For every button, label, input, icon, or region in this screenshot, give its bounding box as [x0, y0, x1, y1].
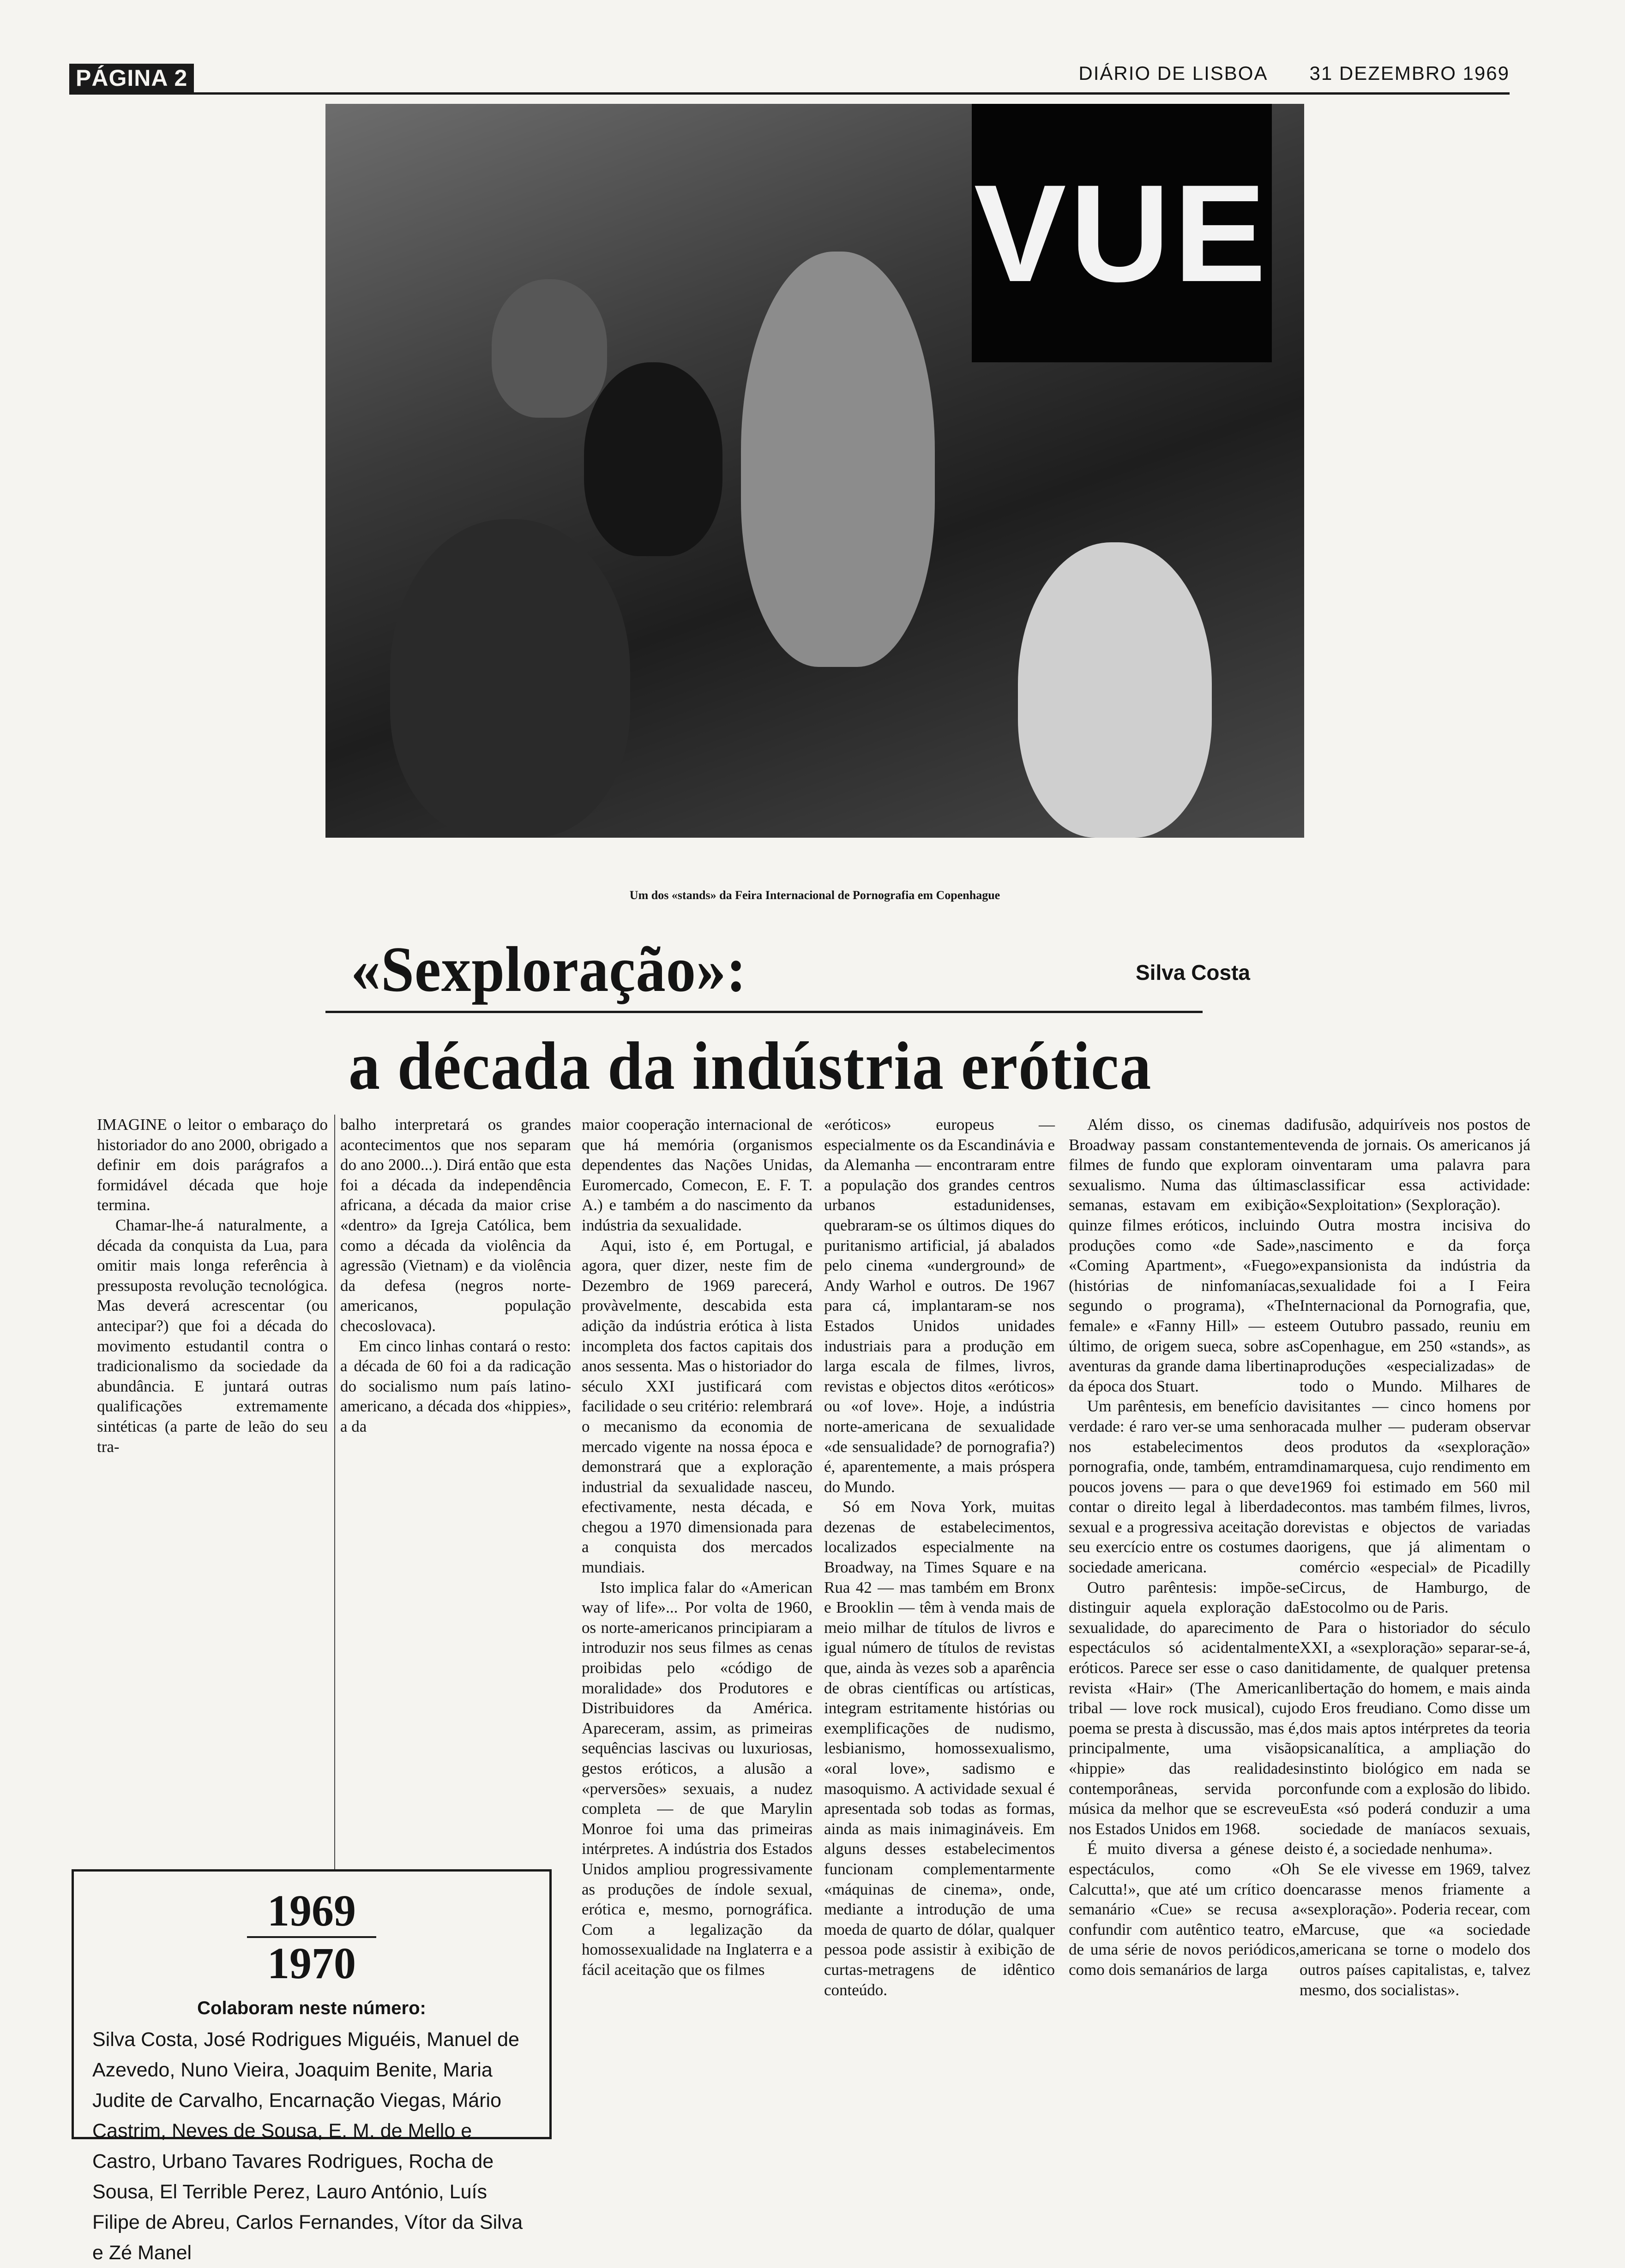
paragraph: Em cinco linhas contará o resto: a década de 60 foi a da radicação do socialismo num país latino-americano, a década dos «hippies», a da — [340, 1337, 571, 1435]
article-author: Silva Costa — [1136, 960, 1250, 984]
article-column-4 — [824, 1115, 1055, 2121]
header-rule — [69, 92, 1510, 95]
contributors-heading: Colaboram neste número: — [197, 1998, 426, 2018]
paragraph: Aqui, isto é, em Portugal, e agora, quer dizer, neste fim de Dezembro de 1969 parecerá, provàvelmente, descabida esta adição da indústria erótica à lista incompleta dos factos capitais dos anos sessenta. Mas o historiador do século XXI justificará com facilidade o seu critério: relembrará o mecanismo da economia de mercado vigente na nossa época e demonstrará que a exploração industrial da sexualidade nasceu, efectivamente, nesta década, e chegou a 1970 dimensionada para a conquista dos mercados mundiais. — [582, 1236, 812, 1577]
article-column-2 — [340, 1115, 571, 1895]
photo-sign: VUE — [972, 104, 1272, 362]
year-start: 1969 — [267, 1886, 356, 1935]
photo-figure — [584, 362, 722, 556]
year-end: 1970 — [267, 1938, 356, 1988]
paragraph: Para o historiador do século XXI, a «sexploração» separar-se-á, nitidamente, de qualquer pretensa libertação do homem, e mais ainda do Eros freudiano. Como disse um dos mais aptos intérpretes da teoria psicanalítica, a ampliação do instinto biológico em nada se confunde com a explosão do libido. Esta «só poderá conduzir a uma sociedade de maníacos sexuais, isto é, a sociedade nenhuma». — [1300, 1618, 1530, 1858]
photo-figure — [1018, 542, 1212, 838]
paragraph: Outro parêntesis: impõe-se distinguir aquela exploração da sexualidade, do aparecimento de espectáculos só acidentalmente eróticos. Parece ser esse o caso da revista «Hair» (The American tribal — love rock musical), cujo poema se presta à discussão, mas é, principalmente, uma visão «hippie» das realidades contemporâneas, servida por música da melhor que se escreveu nos Estados Unidos em 1968. — [1069, 1578, 1300, 1838]
paragraph: Outra mostra incisiva do nascimento e da força expansionista da indústria da sexualidade foi a I Feira Internacional da Pornografia, que, em Outubro passado, reuniu em Copenhague, em 250 «stands», as produções «especializadas» de todo o Mundo. Milhares de visitantes — cinco homens por cada mulher — puderam observar os produtos da «sexploração» dinamarquesa, cujo rendimento em 1969 foi estimado em 560 mil contos. mas também filmes, livros, revistas e objectos de variadas origens, que já alimentam o comércio «especial» de Picadilly Circus, de Hamburgo, de Estocolmo ou de Paris. — [1300, 1216, 1530, 1617]
contributors-list: Silva Costa, José Rodrigues Miguéis, Manuel de Azevedo, Nuno Vieira, Joaquim Benite, Maria Judite de Carvalho, Encarnação Viegas, Mário Castrim, Neves de Sousa, E. M. de Mello e Castro, Urbano Tavares Rodrigues, Rocha de Sousa, El Terrible Perez, Lauro António, Luís Filipe de Abreu, Carlos Fernandes, Vítor da Silva e Zé Manel — [92, 2028, 523, 2264]
newspaper-name: DIÁRIO DE LISBOA — [1078, 62, 1268, 84]
article-column-1 — [97, 1115, 328, 1895]
paragraph: difusão, adquiríveis nos postos de venda de jornais. Os americanos já inventaram uma palavra para classificar essa actividade: «Sexploitation» (Sexploração). — [1300, 1116, 1530, 1214]
paragraph: Um parêntesis, em benefício da verdade: é raro ver-se uma senhora nos estabelecimentos de pornografia, onde, também, entram poucos jovens — para o que deve contar o direito legal à liberdade sexual e a progressiva aceitação do seu exercício entre os costumes da sociedade americana. — [1069, 1397, 1300, 1577]
paragraph: Isto implica falar do «American way of life»... Por volta de 1960, os norte-americanos principiaram a introduzir nos seus filmes as cenas proibidas pelo «código de moralidade» dos Produtores e Distribuidores da América. Apareceram, assim, as primeiras sequências lascivas ou luxuriosas, gestos eróticos, a alusão a «perversões» sexuais, a nudez completa — de que Marylin Monroe foi uma das primeiras intérpretes. A indústria dos Estados Unidos ampliou progressivamente as produções de índole sexual, erótica e, mesmo, pornográfica. Com a legalização da homossexualidade na Inglaterra e a fácil aceitação que os filmes — [582, 1578, 812, 1979]
page-label: PÁGINA 2 — [69, 64, 194, 92]
article-column-6 — [1300, 1115, 1530, 2121]
paragraph: Além disso, os cinemas da Broadway passam constantemente filmes de fundo que exploram o sexualismo. Numa das últimas semanas, estavam em exibição quinze filmes eróticos, incluindo produções como «de Sade», «Coming Apartment», «Fuego» (histórias de ninfomaníacas, segundo o programa), «The female» e «Fanny Hill» — este último, de origem sueca, sobre as aventuras da grande dama libertina da época dos Stuart. — [1069, 1116, 1300, 1395]
article-title: «Sexploração»: — [351, 934, 747, 1005]
column-divider — [334, 1115, 335, 1872]
article-column-5 — [1069, 1115, 1300, 2121]
paragraph: Só em Nova York, muitas dezenas de estabelecimentos, localizados especialmente na Broadway, na Times Square e na Rua 42 — mas também em Bronx e Brooklin — têm à venda mais de meio milhar de títulos de livros e igual número de títulos de revistas que, ainda às vezes sob a aparência de obras científicas ou artísticas, integram estritamente histórias ou exemplificações de nudismo, lesbianismo, homossexualismo, «oral love», sadismo e masoquismo. A actividade sexual é apresentada sob todas as formas, ainda as mais inimagináveis. Em alguns desses estabelecimentos funcionam complementarmente «máquinas de cinema», onde, mediante a introdução de uma moeda de quarto de dólar, qualquer pessoa pode assistir à exibição de curtas-metragens de idêntico conteúdo. — [824, 1498, 1055, 1999]
news-photo — [325, 104, 1304, 838]
photo-figure — [390, 519, 630, 838]
issue-date: 31 DEZEMBRO 1969 — [1309, 62, 1510, 84]
photo-caption: Um dos «stands» da Feira Internacional de Pornografia em Copenhague — [629, 888, 1000, 902]
paragraph: Chamar-lhe-á naturalmente, a década da conquista da Lua, para omitir mais longa referência à pressuposta revolução tecnológica. Mas deverá acrescentar (ou antecipar?) que foi a década do movimento estudantil contra o tradicionalismo da sociedade da abundância. E juntará outras qualificações extremamente sintéticas (a parte de leão do seu tra- — [97, 1216, 328, 1456]
paragraph: Se ele vivesse em 1969, talvez encarasse menos friamente a «sexploração». Poderia recear, com Marcuse, que «a sociedade americana se torne o modelo dos outros países capitalistas, e, talvez mesmo, dos socialistas». — [1300, 1860, 1530, 1999]
photo-figure — [741, 252, 935, 667]
photo-figure — [492, 279, 607, 418]
masthead — [1078, 62, 1510, 84]
paragraph: «eróticos» europeus — especialmente os da Escandinávia e da Alemanha — encontraram entre a população dos grandes centros urbanos estadunidenses, quebraram-se os últimos diques do puritanismo artificial, já abalados pelo cinema «underground» de Andy Warhol e outros. De 1967 para cá, implantaram-se nos Estados Unidos unidades industriais para a produção em larga escala de filmes, livros, revistas e objectos ditos «eróticos» ou «of love». Hoje, a indústria norte-americana de sexualidade «de sensualidade? de pornografia?) é, aparentemente, a mais próspera do Mundo. — [824, 1116, 1055, 1496]
article-subtitle: a década da indústria erótica — [349, 1028, 1152, 1104]
paragraph: balho interpretará os grandes acontecimentos que nos separam do ano 2000...). Dirá então que esta foi a década da independência africana, a década da maior crise «dentro» da Igreja Católica, bem como a década da violência da agressão (Vietnam) e da violência da defesa (negros norte-americanos, população checoslovaca). — [340, 1116, 571, 1335]
paragraph: É muito diversa a génese de espectáculos, como «Oh Calcutta!», que até um crítico do semanário «Cue» se recusa a confundir com autêntico teatro, e de uma série de novos periódicos, como dois semanários de larga — [1069, 1840, 1300, 1979]
contributors-box — [72, 1869, 552, 2264]
paragraph: maior cooperação internacional de que há memória (organismos dependentes das Nações Unidas, Euromercado, Comecon, E. F. T. A.) e também a do nascimento da indústria da sexualidade. — [582, 1116, 812, 1234]
paragraph: IMAGINE o leitor o embaraço do historiador do ano 2000, obrigado a definir em dois parágrafos a formidável década que hoje termina. — [97, 1116, 328, 1214]
article-column-3 — [582, 1115, 812, 2121]
title-rule — [325, 1011, 1203, 1013]
